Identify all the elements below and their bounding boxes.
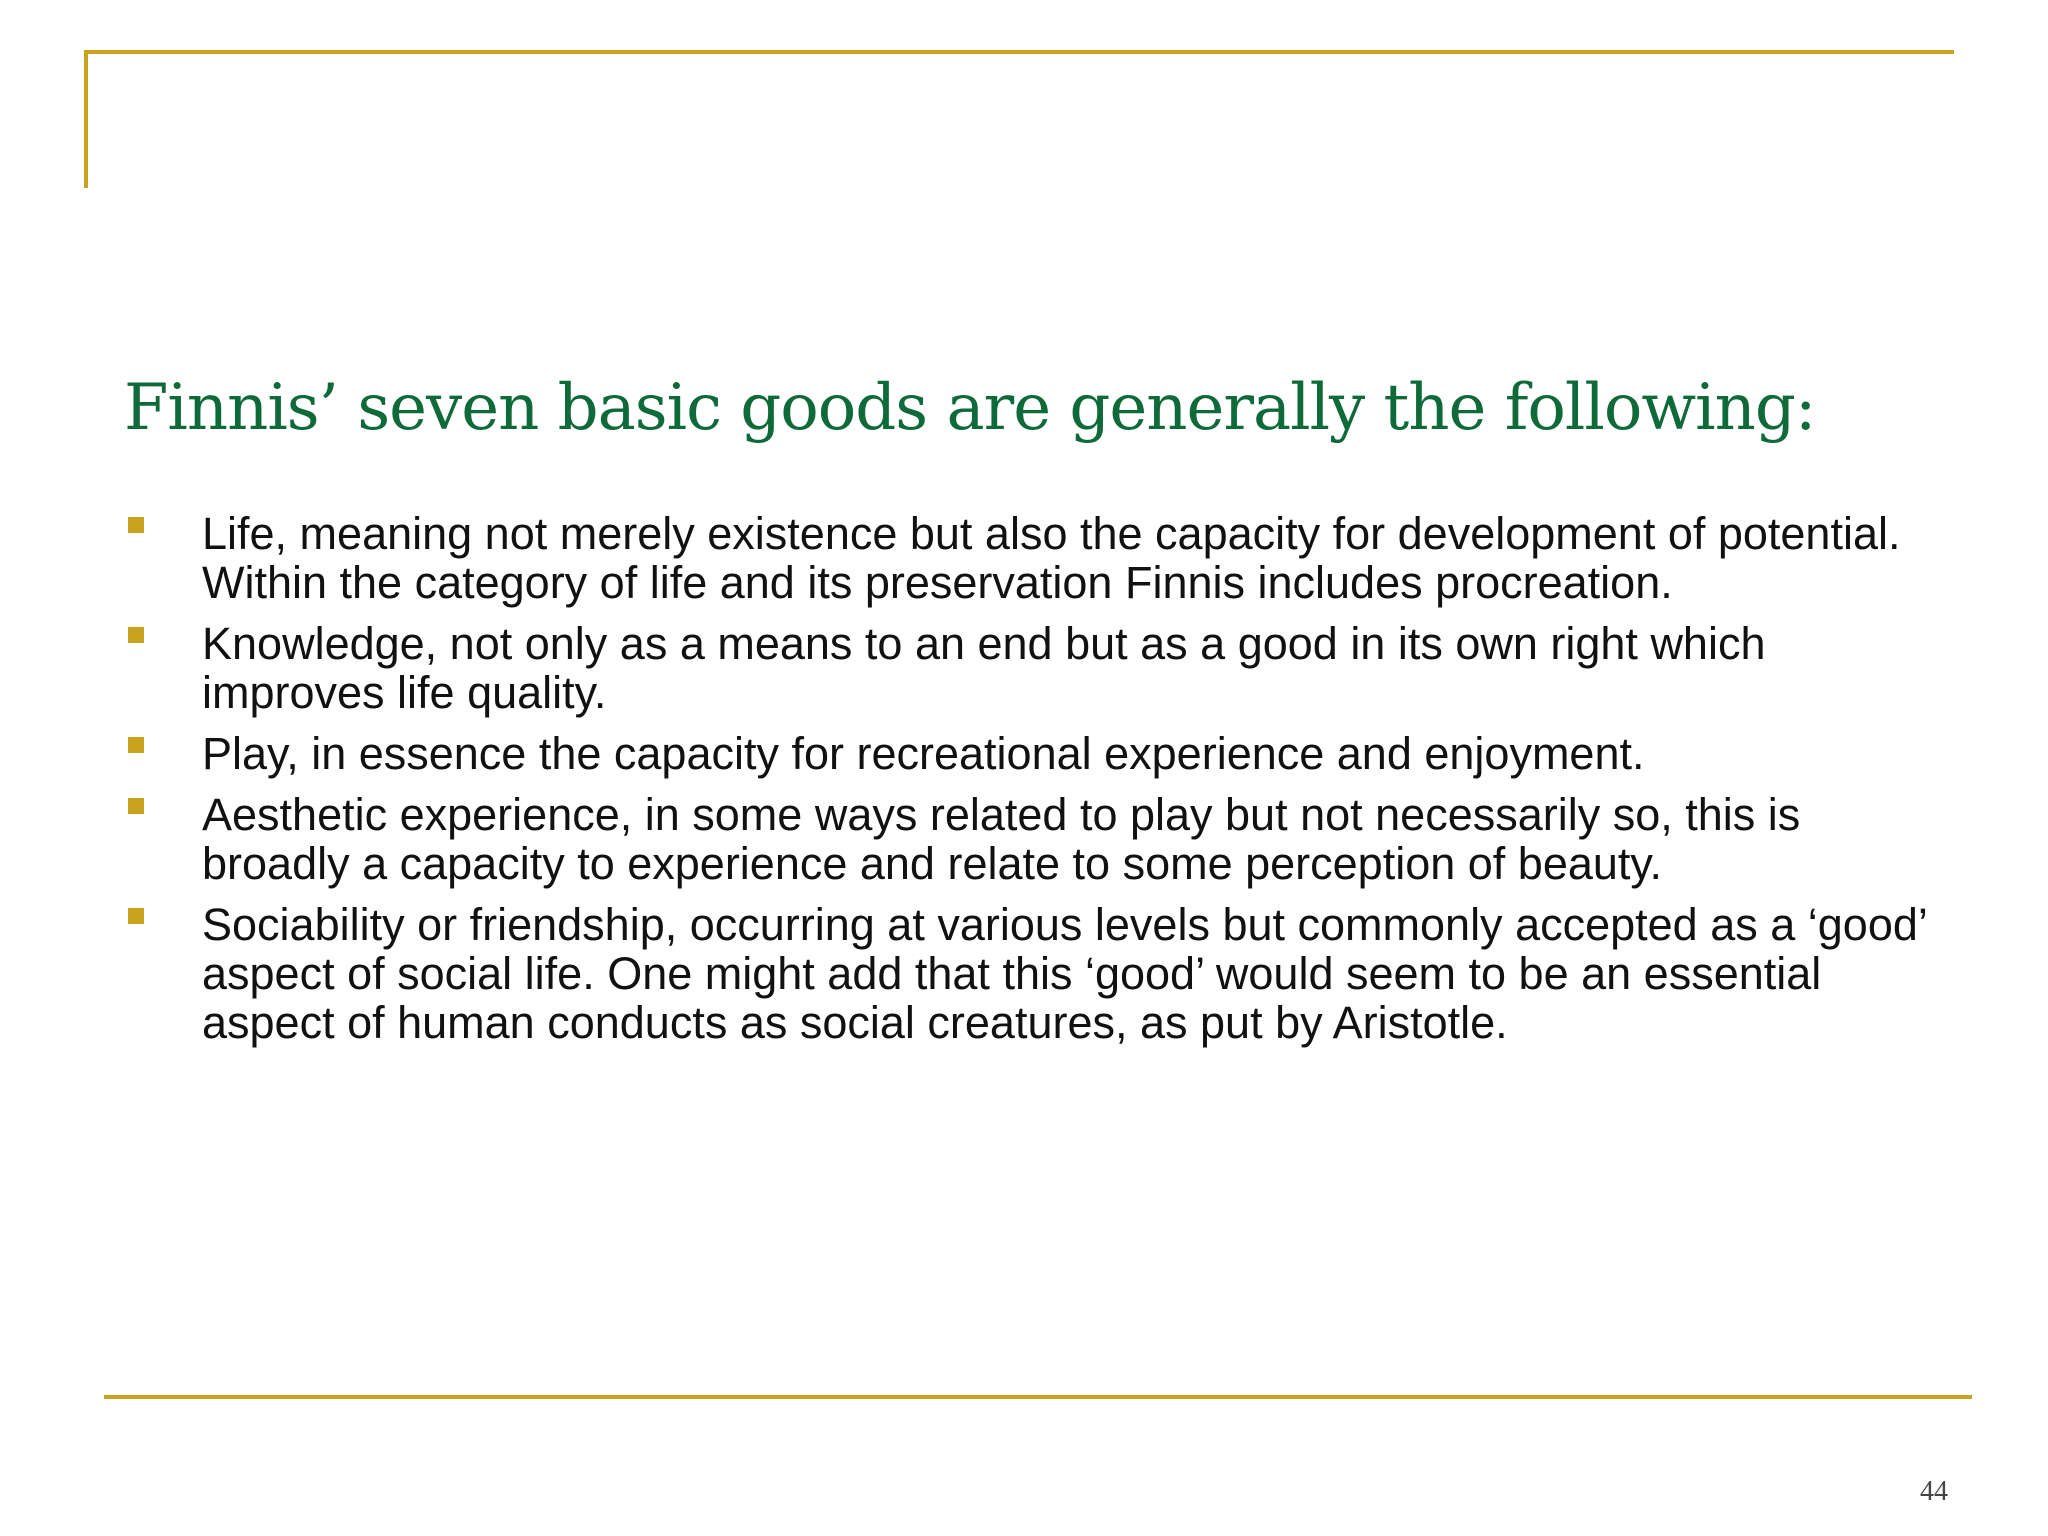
bullet-text: Life, meaning not merely existence but also the capacity for development of potential. Within the category of life and its preservation Finnis includes procreation. (202, 508, 1901, 608)
square-bullet-icon (128, 798, 144, 814)
bullet-item-aesthetic (124, 790, 1944, 888)
square-bullet-icon (128, 908, 144, 924)
bullet-item-life (124, 509, 1944, 607)
bullet-item-play (124, 729, 1944, 778)
bullet-item-knowledge (124, 619, 1944, 717)
bullet-text: Knowledge, not only as a means to an end but as a good in its own right which improves life quality. (202, 618, 1766, 718)
frame-left-rule (84, 50, 88, 188)
slide-title: Finnis’ seven basic goods are generally the following: (124, 371, 1816, 445)
frame-top-rule (84, 50, 1954, 54)
square-bullet-icon (128, 737, 144, 753)
bullet-item-sociability (124, 900, 1944, 1047)
frame-bottom-rule (104, 1395, 1972, 1399)
page-number: 44 (1920, 1476, 1948, 1507)
square-bullet-icon (128, 627, 144, 643)
bullet-text: Play, in essence the capacity for recreational experience and enjoyment. (202, 728, 1645, 779)
square-bullet-icon (128, 517, 144, 533)
bullet-text: Aesthetic experience, in some ways related to play but not necessarily so, this is broadly a capacity to experience and relate to some perception of beauty. (202, 789, 1801, 889)
bullet-list (124, 509, 1944, 1059)
bullet-text: Sociability or friendship, occurring at various levels but commonly accepted as a ‘good’ aspect of social life. One might add that this ‘good’ would seem to be an essential aspect of human conducts as social creatures, as put by Aristotle. (202, 899, 1927, 1048)
